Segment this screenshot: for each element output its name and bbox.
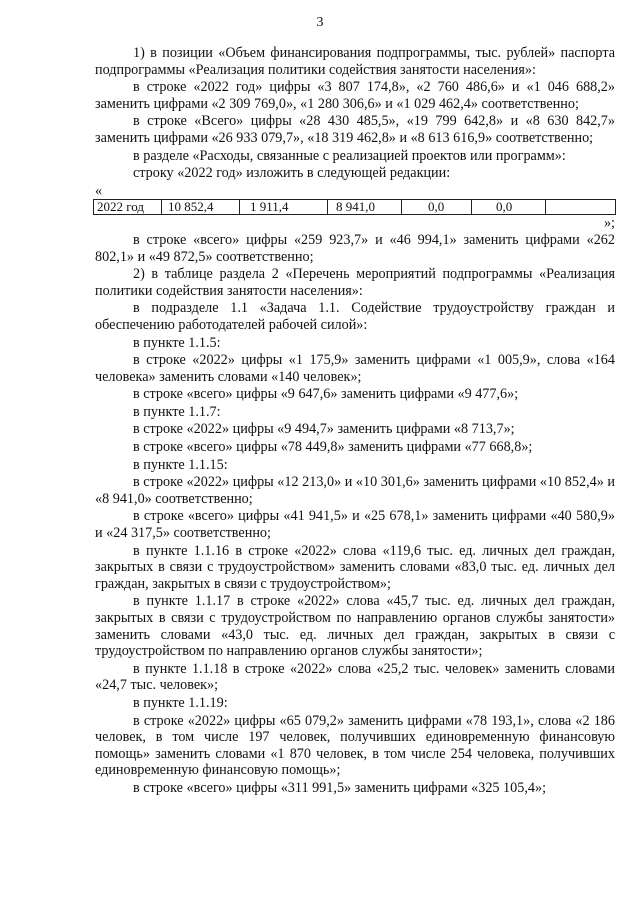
paragraph: в пункте 1.1.17 в строке «2022» слова «45,7 тыс. ед. личных дел граждан, закрытых в связи с трудоустройством по направлению органов службы занятости» заменить словами «43,0 тыс. ед. личных дел граждан, закрытых в связи с трудоустройством по направлению органов службы занятости»; bbox=[95, 593, 615, 660]
page-number: 3 bbox=[316, 15, 324, 30]
paragraph: в строке «2022» цифры «1 175,9» заменить цифрами «1 005,9», слова «164 человека» заменить словами «140 человек»; bbox=[95, 352, 615, 385]
paragraph: в строке «всего» цифры «41 941,5» и «25 678,1» заменить цифрами «40 580,9» и «24 317,5» соответственно; bbox=[95, 508, 615, 542]
paragraph: в строке «всего» цифры «259 923,7» и «46 994,1» заменить цифрами «262 802,1» и «49 872,5» соответственно; bbox=[95, 231, 615, 265]
paragraph: в пункте 1.1.7: bbox=[133, 403, 221, 420]
paragraph: строку «2022 год» изложить в следующей редакции: bbox=[133, 165, 451, 182]
opening-quote: « bbox=[95, 182, 103, 199]
table-cell: 0,0 bbox=[402, 200, 472, 215]
paragraph: в строке «2022» цифры «9 494,7» заменить цифрами «8 713,7»; bbox=[133, 421, 515, 438]
paragraph: 1) в позиции «Объем финансирования подпрограммы, тыс. рублей» паспорта подпрограммы «Реализация политики содействия занятости населения»: bbox=[95, 45, 615, 78]
paragraph: 2) в таблице раздела 2 «Перечень мероприятий подпрограммы «Реализация политики содействия занятости населения»: bbox=[95, 266, 615, 299]
paragraphs-before-table bbox=[95, 45, 615, 182]
paragraph: в строке «Всего» цифры «28 430 485,5», «19 799 642,8» и «8 630 842,7» заменить цифрами «26 933 079,7», «18 319 462,8» и «8 613 616,9» соответственно; bbox=[95, 113, 615, 146]
paragraph: в подразделе 1.1 «Задача 1.1. Содействие трудоустройству граждан и обеспечению работодателей рабочей силой»: bbox=[95, 300, 615, 333]
paragraph: в пункте 1.1.15: bbox=[133, 456, 228, 473]
table-row bbox=[94, 200, 616, 215]
table-cell-year: 2022 год bbox=[94, 200, 162, 215]
table-cell: 1 911,4 bbox=[240, 200, 328, 215]
paragraph: в строке «2022» цифры «65 079,2» заменить цифрами «78 193,1», слова «2 186 человек, в том числе 197 человек, получивших единовременную финансовую помощь» заменить словами «1 870 человек, в том числе 254 человека, получивших единовременную финансовую помощь»; bbox=[95, 712, 615, 779]
financing-table-wrapper bbox=[93, 199, 615, 215]
paragraph: в пункте 1.1.5: bbox=[133, 334, 221, 351]
paragraph: в строке «всего» цифры «78 449,8» заменить цифрами «77 668,8»; bbox=[133, 439, 533, 456]
table-cell bbox=[546, 200, 616, 215]
table-cell: 10 852,4 bbox=[162, 200, 240, 215]
paragraph: в разделе «Расходы, связанные с реализацией проектов или программ»: bbox=[133, 147, 566, 164]
paragraph: в пункте 1.1.18 в строке «2022» слова «25,2 тыс. человек» заменить словами «24,7 тыс. человек»; bbox=[95, 660, 615, 694]
paragraph: в строке «всего» цифры «9 647,6» заменить цифрами «9 477,6»; bbox=[133, 386, 519, 403]
table-cell: 0,0 bbox=[472, 200, 546, 215]
paragraph: в пункте 1.1.19: bbox=[133, 694, 228, 711]
paragraph: в пункте 1.1.16 в строке «2022» слова «119,6 тыс. ед. личных дел граждан, закрытых в связи с трудоустройством» заменить словами «83,0 тыс. ед. личных дел граждан, закрытых в связи с трудоустройством»; bbox=[95, 542, 615, 592]
paragraph: в строке «всего» цифры «311 991,5» заменить цифрами «325 105,4»; bbox=[133, 779, 547, 796]
closing-quote: »; bbox=[603, 215, 615, 232]
paragraph: в строке «2022 год» цифры «3 807 174,8», «2 760 486,6» и «1 046 688,2» заменить цифрами «2 309 769,0», «1 280 306,6» и «1 029 462,4» соответственно; bbox=[95, 79, 615, 112]
table-cell: 8 941,0 bbox=[328, 200, 402, 215]
financing-table bbox=[93, 199, 616, 215]
paragraph: в строке «2022» цифры «12 213,0» и «10 301,6» заменить цифрами «10 852,4» и «8 941,0» соответственно; bbox=[95, 474, 615, 507]
paragraphs-after-table bbox=[95, 232, 615, 797]
document-body bbox=[95, 45, 615, 798]
